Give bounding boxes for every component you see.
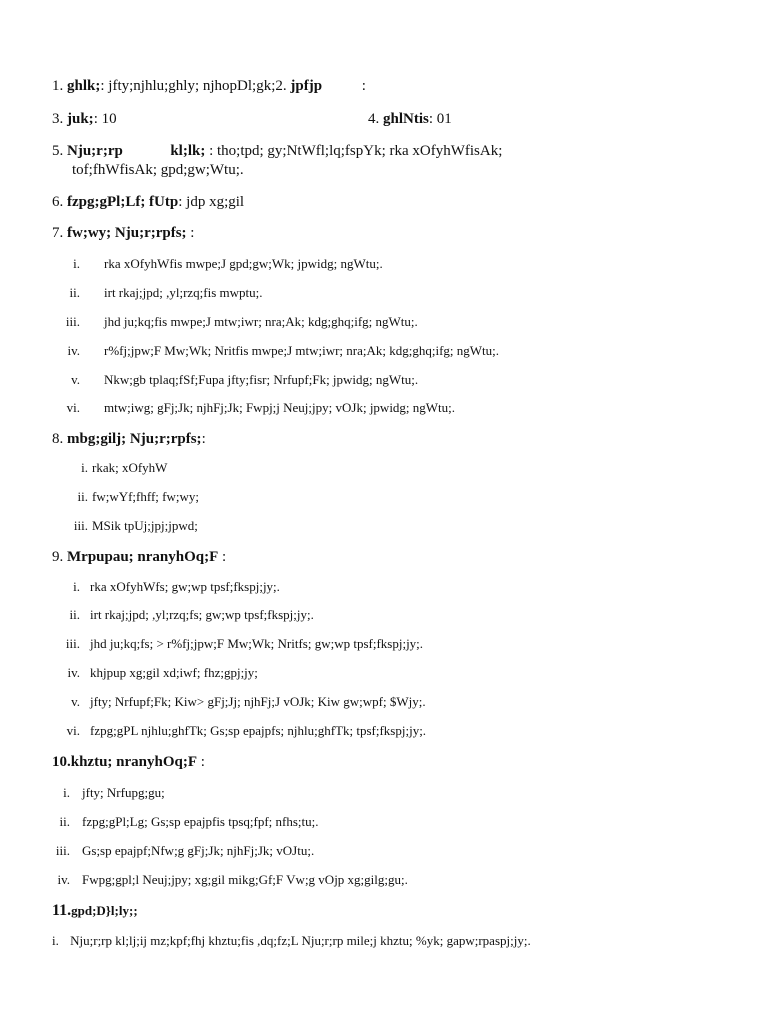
sub-item-text: Nkw;gb tplaq;fSf;Fupa jfty;fisr; Nrfupf;Fk; jpwidg; ngWtu;.	[104, 372, 419, 387]
sub-item-text: khjpup xg;gil xd;iwf; fhz;gpj;jy;	[90, 665, 258, 680]
roman-numeral: v.	[71, 694, 80, 709]
item-4	[368, 110, 452, 128]
item-label: ghlNtis	[383, 111, 429, 127]
item-label: Mrpupau; nranyhOq;F	[67, 549, 219, 565]
sub-item-text: jfty; Nrfupg;gu;	[82, 785, 165, 800]
roman-numeral: iii.	[65, 314, 80, 329]
list-item	[52, 933, 531, 949]
item-number: 1.	[52, 78, 64, 94]
item-label-2: kl;lk;	[170, 143, 206, 159]
item-text: : 01	[428, 111, 452, 127]
roman-numeral: ii.	[69, 607, 80, 622]
roman-numeral: ii.	[59, 814, 70, 829]
item-number: 11.	[52, 902, 72, 919]
item-7	[52, 224, 194, 242]
item-label: ghlk;	[67, 78, 101, 94]
item-colon: :	[361, 78, 366, 94]
roman-numeral: ii.	[69, 285, 80, 300]
item-6	[52, 193, 244, 211]
item-number: 8.	[52, 431, 64, 447]
sub-item-text: jhd ju;kq;fis mwpe;J mtw;iwr; nra;Ak; kdg;ghq;ifg; ngWtu;.	[104, 314, 418, 329]
item-11	[52, 901, 138, 920]
sub-item-text: irt rkaj;jpd; ,yl;rzq;fs; gw;wp tpsf;fkspj;jy;.	[90, 607, 314, 622]
item-number: 6.	[52, 194, 64, 210]
item-text-continued: tof;fhWfisAk; gpd;gw;Wtu;.	[72, 162, 244, 178]
roman-numeral: iii.	[55, 843, 70, 858]
roman-numeral: v.	[71, 372, 80, 387]
item-9	[52, 548, 226, 566]
item-label: Nju;r;rp	[67, 143, 123, 159]
item-colon: ;	[133, 903, 138, 918]
roman-numeral: iii.	[65, 636, 80, 651]
item-3	[52, 110, 117, 128]
item-colon: :	[200, 754, 205, 770]
item-10	[52, 753, 205, 771]
item-number: 10.	[52, 754, 71, 770]
sub-item-text: rka xOfyhWfs; gw;wp tpsf;fkspj;jy;.	[90, 579, 280, 594]
sub-item-text: mtw;iwg; gFj;Jk; njhFj;Jk; Fwpj;j Neuj;jpy; vOJk; jpwidg; ngWtu;.	[104, 400, 456, 415]
sub-item-text: fw;wYf;fhff; fw;wy;	[92, 489, 199, 504]
item-text: : jdp xg;gil	[178, 194, 245, 210]
item-5-continuation	[72, 161, 244, 179]
item-5	[52, 142, 502, 160]
roman-numeral: iv.	[67, 343, 80, 358]
item-label-2: jpfjp	[290, 78, 323, 94]
roman-numeral: vi.	[66, 400, 80, 415]
item-label: khztu; nranyhOq;F	[70, 754, 198, 770]
sub-item-text: Nju;r;rp kl;lj;ij mz;kpf;fhj khztu;fis ,dq;fz;L Nju;r;rp mile;j khztu; %yk; gapw;rpaspj;jy;.	[70, 933, 531, 948]
sub-item-text: jhd ju;kq;fs; > r%fj;jpw;F Mw;Wk; Nritfs; gw;wp tpsf;fkspj;jy;.	[90, 636, 424, 651]
item-colon: :	[222, 549, 227, 565]
roman-numeral: i.	[81, 460, 88, 475]
sub-item-text: irt rkaj;jpd; ,yl;rzq;fis mwptu;.	[104, 285, 263, 300]
item-label: gpd;D}l;ly;	[71, 903, 134, 918]
roman-numeral: iii.	[73, 518, 88, 533]
item-text: : jfty;njhlu;ghly; njhopDl;gk;2.	[100, 78, 287, 94]
sub-item-text: MSik tpUj;jpj;jpwd;	[92, 518, 198, 533]
sub-item-text: rkak; xOfyhW	[92, 460, 168, 475]
item-label: fzpg;gPl;Lf; fUtp	[67, 194, 179, 210]
roman-numeral: ii.	[77, 489, 88, 504]
roman-numeral: iv.	[67, 665, 80, 680]
roman-numeral: vi.	[66, 723, 80, 738]
item-text: : tho;tpd; gy;NtWfl;lq;fspYk; rka xOfyhWfisAk;	[209, 143, 503, 159]
item-number: 7.	[52, 225, 64, 241]
roman-numeral: i.	[63, 785, 70, 800]
sub-item-text: fzpg;gPl;Lg; Gs;sp epajpfis tpsq;fpf; nfhs;tu;.	[82, 814, 319, 829]
item-number: 9.	[52, 549, 64, 565]
roman-numeral: i.	[52, 933, 59, 948]
item-8	[52, 430, 206, 448]
roman-numeral: i.	[73, 256, 80, 271]
sub-item-text: jfty; Nrfupf;Fk; Kiw> gFj;Jj; njhFj;J vOJk; Kiw gw;wpf; $Wjy;.	[90, 694, 426, 709]
item-text: : 10	[93, 111, 117, 127]
sub-item-text: Fwpg;gpl;l Neuj;jpy; xg;gil mikg;Gf;F Vw;g vOjp xg;gilg;gu;.	[82, 872, 408, 887]
sub-item-text: r%fj;jpw;F Mw;Wk; Nritfis mwpe;J mtw;iwr; nra;Ak; kdg;ghq;ifg; ngWtu;.	[104, 343, 500, 358]
item-colon: :	[201, 431, 206, 447]
sub-item-text: rka xOfyhWfis mwpe;J gpd;gw;Wk; jpwidg; ngWtu;.	[104, 256, 383, 271]
item-number: 4.	[368, 111, 380, 127]
item-1	[52, 77, 366, 95]
item-colon: :	[190, 225, 195, 241]
sub-item-text: fzpg;gPL njhlu;ghfTk; Gs;sp epajpfs; njhlu;ghfTk; tpsf;fkspj;jy;.	[90, 723, 427, 738]
item-number: 3.	[52, 111, 64, 127]
roman-numeral: iv.	[57, 872, 70, 887]
roman-numeral: i.	[73, 579, 80, 594]
item-label: fw;wy; Nju;r;rpfs;	[67, 225, 187, 241]
item-label: juk;	[67, 111, 94, 127]
item-number: 5.	[52, 143, 64, 159]
item-label: mbg;gilj; Nju;r;rpfs;	[67, 431, 202, 447]
sub-item-text: Gs;sp epajpf;Nfw;g gFj;Jk; njhFj;Jk; vOJtu;.	[82, 843, 315, 858]
